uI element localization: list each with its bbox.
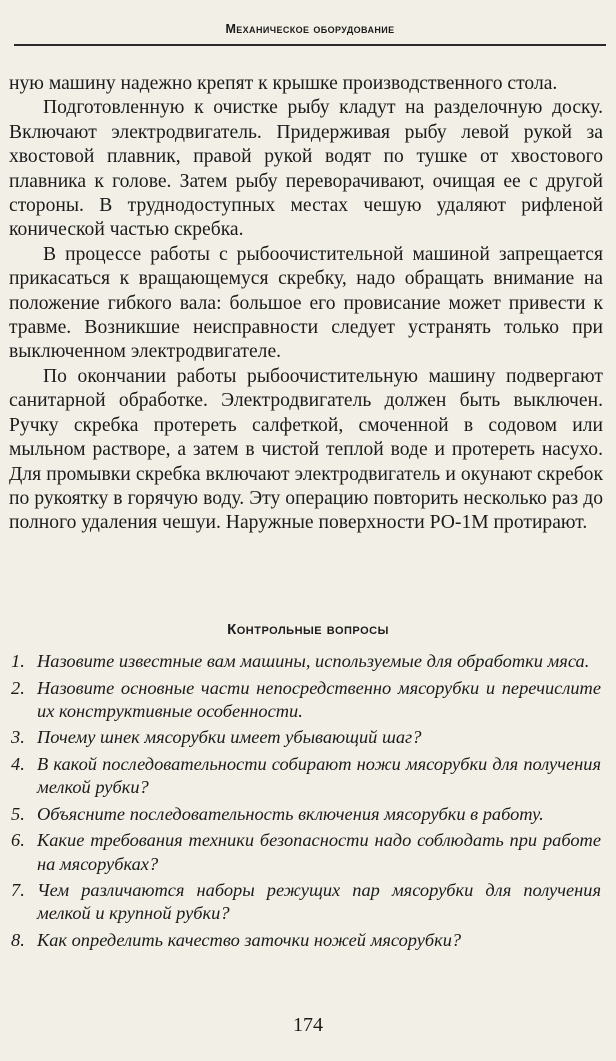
question-text: Как определить качество заточки ножей мясорубки?: [37, 929, 462, 950]
section-title: Контрольные вопросы: [227, 621, 389, 638]
questions-list: [11, 650, 601, 956]
body-text: [9, 72, 603, 536]
page-number: 174: [293, 1014, 323, 1036]
paragraph: ную машину надежно крепят к крышке производственного стола.: [9, 73, 558, 94]
question-item: [11, 753, 601, 799]
question-text: Назовите известные вам машины, используемые для обработки мяса.: [37, 651, 590, 671]
question-text: Объясните последовательность включения мясорубки в работу.: [37, 803, 544, 824]
question-item: [11, 829, 601, 875]
running-head: Механическое оборудование: [14, 14, 606, 46]
paragraph: По окончании работы рыбоочистительную машину подвергают санитарной обработке. Электродвигатель должен быть выключен. Ручку скребка протереть салфеткой, смоченной в содовом или мыльном растворе, а затем в чистой теплой воде и протереть насухо. Для промывки скребка включают электродвигатель и окунают скребок по рукоятку в горячую воду. Эту операцию повторить несколько раз до полного удаления чешуи. Наружные поверхности РО-1М протирают.: [9, 365, 603, 534]
question-text: Почему шнек мясорубки имеет убывающий шаг?: [37, 727, 422, 748]
question-text: Чем различаются наборы режущих пар мясорубки для получения мелкой и крупной рубки?: [37, 880, 601, 924]
question-item: [11, 929, 601, 952]
question-item: [11, 879, 601, 925]
question-text: В какой последовательности собирают ножи мясорубки для получения мелкой рубки?: [37, 753, 601, 798]
question-item: [11, 726, 601, 749]
paragraph: В процессе работы с рыбоочистительной машиной запрещается прикасаться к вращающемуся скребку, надо обращать внимание на положение гибкого вала: большое его провисание может привести к травме. Возникшие неисправности следует устранять только при выключенном электродвигателе.: [9, 243, 603, 363]
question-text: Какие требования техники безопасности надо соблюдать при работе на мясорубках?: [37, 830, 601, 874]
paragraph: Подготовленную к очистке рыбу кладут на разделочную доску. Включают электродвигатель. Придерживая рыбу левой рукой за хвостовой плавник, правой рукой водят по тушке от хвостового плавника к голове. Затем рыбу переворачивают, очищая ее с другой стороны. В труднодоступных местах чешую удаляют рифленой конической частью скребка.: [9, 97, 603, 241]
question-number: 5.: [11, 803, 25, 824]
question-item: [11, 650, 601, 673]
question-item: [11, 803, 601, 826]
question-number: 3.: [11, 727, 25, 748]
question-number: 1.: [11, 651, 25, 671]
question-number: 6.: [11, 830, 25, 851]
question-number: 4.: [11, 753, 25, 774]
question-number: 7.: [11, 880, 25, 901]
question-text: Назовите основные части непосредственно мясорубки и перечислите их конструктивные особенности.: [37, 677, 601, 721]
question-number: 8.: [11, 929, 25, 950]
question-number: 2.: [11, 677, 25, 698]
question-item: [11, 677, 601, 723]
